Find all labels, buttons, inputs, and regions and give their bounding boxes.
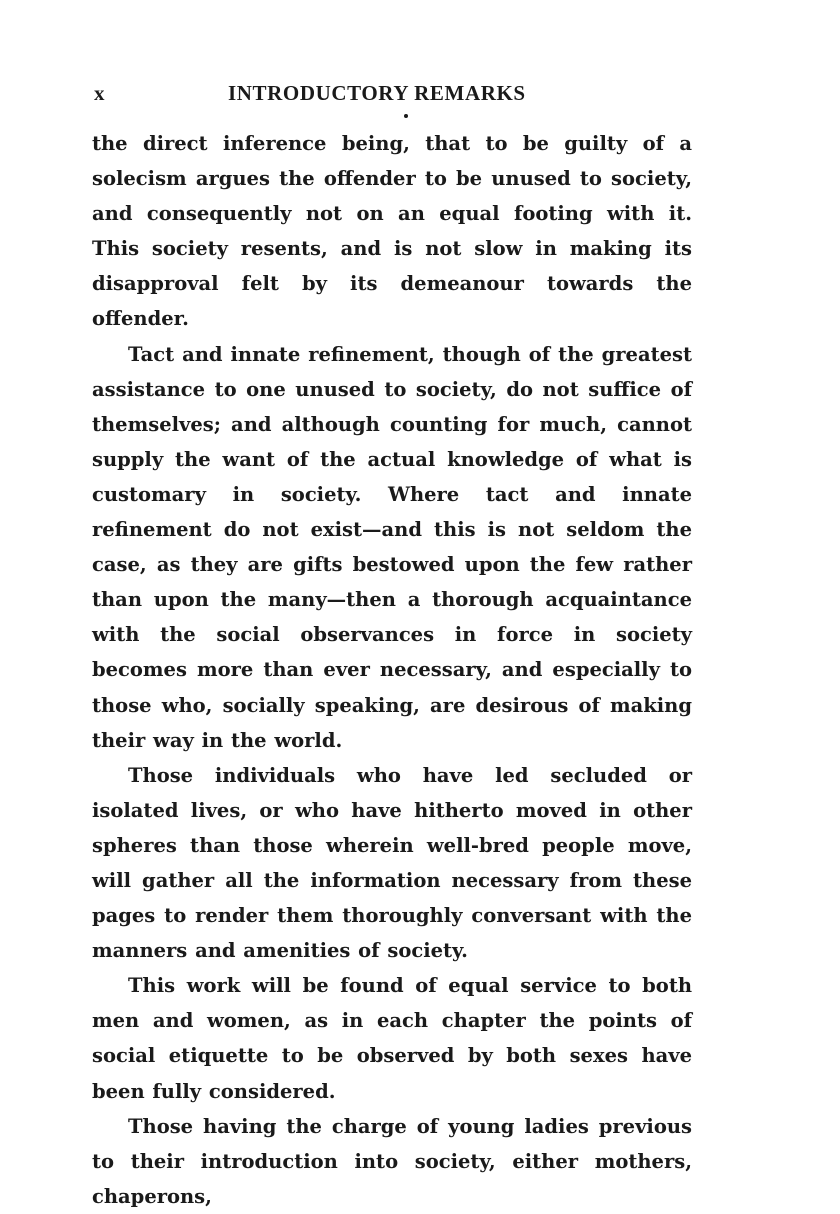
print-speck [404, 114, 408, 118]
running-title: INTRODUCTORY REMARKS [228, 81, 526, 105]
paragraph-men-women: This work will be found of equal service to both men and women, as in each chapter the points of social etiquette to be observed by both sexes have been fully considered. [92, 974, 692, 1103]
paragraph-young-ladies: Those having the charge of young ladies previous to their introduction into society, either mothers, chaperons, [92, 1114, 692, 1208]
running-head [92, 78, 692, 112]
page-number: x [94, 81, 106, 105]
book-page [92, 78, 692, 1214]
paragraph-continued: the direct inference being, that to be guilty of a solecism argues the offender to be unused to society, and consequently not on an equal footing with it. This society resents, and is not slow in making its disapproval felt by its demeanour towards the offender. [92, 132, 692, 331]
paragraph-secluded: Those individuals who have led secluded or isolated lives, or who have hitherto moved in other spheres than those wherein well-bred people move, will gather all the information necessary from these pages to render them thoroughly conversant with the manners and amenities of society. [92, 763, 692, 963]
paragraph-tact: Tact and innate refinement, though of the greatest assistance to one unused to society, do not suffice of themselves; and although counting for much, cannot supply the want of the actual knowledge of what is customary in society. Where tact and innate refinement do not exist—and this is not seldom the case, as they are gifts bestowed upon the few rather than upon the many—then a thorough acquaintance with the social observances in force in society becomes more than ever necessary, and especially to those who, socially speaking, are desirous of making their way in the world. [92, 342, 692, 752]
body-text [92, 126, 692, 1214]
